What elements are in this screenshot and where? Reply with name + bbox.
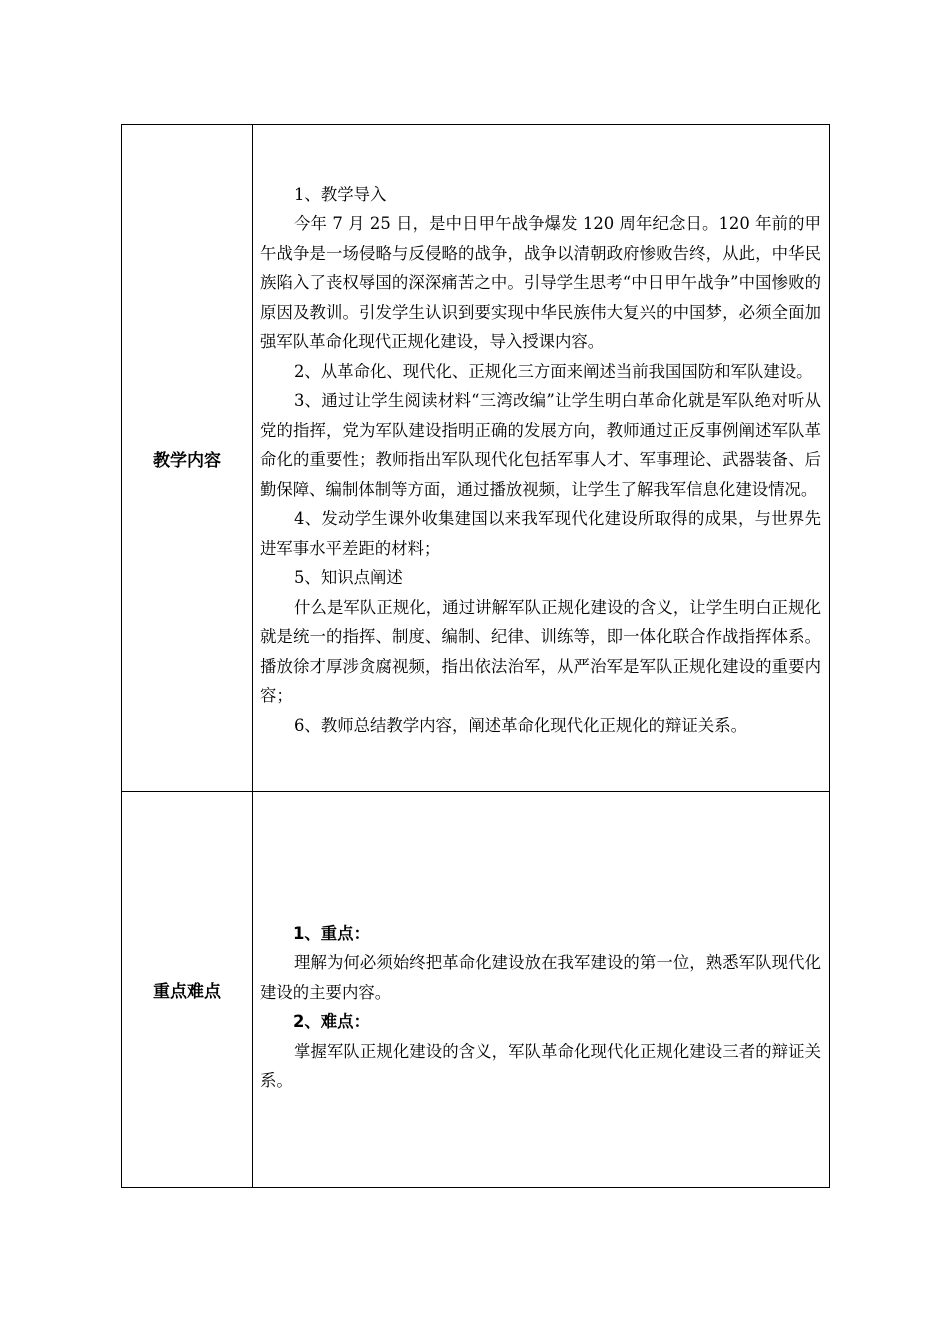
paragraph-item-5-heading: 5、知识点阐述	[294, 568, 403, 588]
key-point-text: 理解为何必须始终把革命化建设放在我军建设的第一位，熟悉军队现代化建设的主要内容。	[260, 953, 821, 1002]
paragraph-item-6: 6、教师总结教学内容，阐述革命化现代化正规化的辩证关系。	[294, 715, 747, 735]
paragraph-intro-text: 今年 7 月 25 日，是中日甲午战争爆发 120 周年纪念日。120 年前的甲午战争是一场侵略与反侵略的战争，战争以清朝政府惨败告终，从此，中华民族陷入了丧权辱国的深深痛苦之中。引导学生思考“中日甲午战争”中国惨败的原因及教训。引发学生认识到要实现中华民族伟大复兴的中国梦，必须全面加强军队革命化现代正规化建设，导入授课内容。	[260, 214, 821, 352]
paragraph-item-5-text: 什么是军队正规化，通过讲解军队正规化建设的含义，让学生明白正规化就是统一的指挥、制度、编制、纪律、训练等，即一体化联合作战指挥体系。播放徐才厚涉贪腐视频，指出依法治军，从严治军是军队正规化建设的重要内容；	[260, 597, 821, 706]
paragraph-item-4: 4、发动学生课外收集建国以来我军现代化建设所取得的成果，与世界先进军事水平差距的材料；	[260, 509, 821, 558]
paragraph-item-2: 2、从革命化、现代化、正规化三方面来阐述当前我国国防和军队建设。	[294, 361, 813, 381]
lesson-plan-table	[121, 124, 830, 1188]
paragraph-item-3: 3、通过让学生阅读材料“三湾改编”让学生明白革命化就是军队绝对听从党的指挥，党为军队建设指明正确的发展方向，教师通过正反事例阐述军队革命化的重要性；教师指出军队现代化包括军事人才、军事理论、武器装备、后勤保障、编制体制等方面，通过播放视频，让学生了解我军信息化建设情况。	[260, 391, 821, 499]
difficulty-text: 掌握军队正规化建设的含义，军队革命化现代化正规化建设三者的辩证关系。	[260, 1041, 821, 1090]
difficulty-heading: 2、难点：	[293, 1012, 370, 1031]
key-points-text	[253, 884, 829, 1096]
paragraph-intro-heading: 1、教学导入	[294, 184, 387, 204]
key-points-cell	[253, 792, 830, 1188]
teaching-content-text	[253, 176, 829, 741]
teaching-content-row	[122, 125, 830, 792]
key-points-label: 重点难点	[122, 792, 253, 1188]
key-points-row	[122, 792, 830, 1188]
teaching-content-label: 教学内容	[122, 125, 253, 792]
key-point-heading: 1、重点：	[293, 923, 370, 943]
teaching-content-cell	[253, 125, 830, 792]
